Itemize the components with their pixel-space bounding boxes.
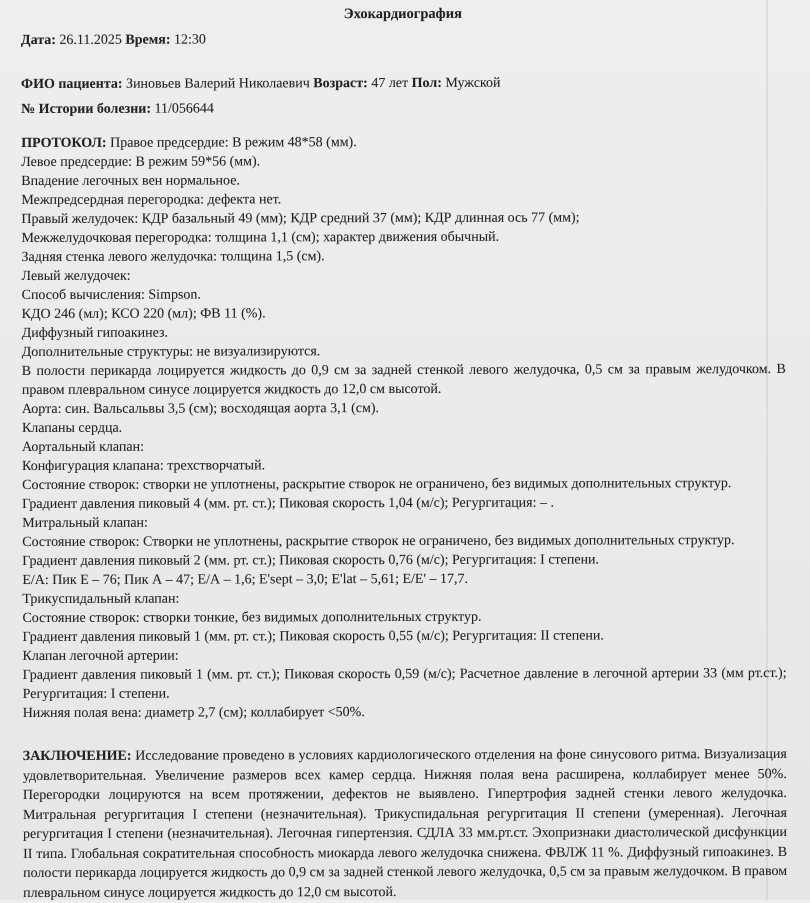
protocol-line: Нижняя полая вена: диаметр 2,7 (см); коллабирует <50%. (22, 705, 365, 722)
history-number-value: 11/056644 (154, 101, 214, 117)
protocol-line: Левое предсердие: В режим 59*56 (мм). (21, 154, 261, 171)
protocol-line: Градиент давления пиковый 4 (мм. рт. ст.); Пиковая скорость 1,04 (м/с); Регургитация: – . (22, 495, 555, 513)
protocol-line: Способ вычисления: Simpson. (21, 287, 201, 304)
protocol-heading-line (21, 132, 785, 153)
protocol-line: Правый желудочек: КДР базальный 49 (мм); КДР средний 37 (мм); КДР длинная ось 77 (мм); (21, 210, 580, 228)
protocol-line: Межжелудочковая перегородка: толщина 1,1 (см); характер движения обычный. (21, 229, 500, 247)
time-label: Время: (125, 32, 171, 48)
patient-sex: Мужской (445, 75, 501, 91)
protocol-section (21, 132, 787, 723)
protocol-line: Трикуспидальный клапан: (22, 591, 180, 608)
protocol-line: Межпредсердная перегородка: дефекта нет. (21, 192, 282, 209)
protocol-line: Состояние створок: створки тонкие, без видимых дополнительных структур. (22, 609, 482, 627)
protocol-line: Градиент давления пиковый 2 (мм. рт. ст.); Пиковая скорость 0,76 (м/с); Регургитация: I степени. (22, 552, 600, 570)
protocol-line: Е/А: Пик Е – 76; Пик А – 47; Е/А – 1,6; E'sept – 3,0; E'lat – 5,61; Е/Е' – 17,7. (22, 571, 468, 589)
protocol-line: Состояние створок: створки не уплотнены, раскрытие створок не ограничено, без видимых дополнительных структур. (22, 476, 732, 494)
protocol-line: Дополнительные структуры: не визуализируются. (21, 344, 321, 361)
conclusion-text: Исследование проведено в условиях кардиологического отделения на фоне синусового ритма. Визуализация удовлетворительная. Увеличение размеров всех камер сердца. Нижняя полая вена расширена, коллабирует менее 50%. Перегородки лоцируются на всем протяжении, дефектов не выявлено. Гипертрофия задней стенки левого желудочка. Митральная регургитация I степени (незначительная). Трикуспидальная регургитация II степени (умеренная). Легочная регургитация I степени (незначительная). Легочная гипертензия. СДЛА 33 мм.рт.ст. Эхопризнаки диастолической дисфункции II типа. Глобальная сократительная способность миокарда левого желудочка снижена. ФВЛЖ 11 %. Диффузный гипоакинез. В полости перикарда лоцируется жидкость до 0,9 см за задней стенкой левого желудочка, 0,5 см за правым желудочком. В правом плевральном синусе лоцируется жидкость до 12,0 см высотой. (22, 747, 788, 901)
history-number-label: № Истории болезни: (21, 101, 152, 118)
protocol-label: ПРОТОКОЛ: (21, 135, 107, 152)
patient-age-label: Возраст: (313, 76, 368, 92)
protocol-line-pulmonary-valve: Градиент давления пиковый 1 (мм. рт. ст.); Пиковая скорость 0,59 (м/с); Расчетное давление в легочной артерии 33 (мм рт.ст.); Регургитация: I степени. (22, 666, 787, 703)
protocol-intro: Правое предсердие: В режим 48*58 (мм). (110, 135, 357, 151)
page-title: Эхокардиография (343, 5, 462, 23)
protocol-line: Задняя стенка левого желудочка: толщина 1,5 (см). (21, 249, 325, 266)
protocol-line: Конфигурация клапана: трехстворчатый. (22, 458, 266, 475)
protocol-line: Впадение легочных вен нормальное. (21, 173, 240, 190)
patient-info-block (21, 70, 785, 122)
protocol-line-pericardial-fluid: В полости перикарда лоцируется жидкость до 0,9 см за задней стенкой левого желудочка, 0,5 см за правым желудочком. В правом плевральном синусе лоцируется жидкость до 12,0 см высотой. (21, 362, 786, 399)
patient-name: Зиновьев Валерий Николаевич (126, 76, 310, 92)
patient-line (21, 70, 785, 97)
date-time-line (21, 29, 785, 50)
patient-age: 47 лет (371, 75, 409, 92)
conclusion-section (23, 745, 787, 903)
date-value: 26.11.2025 (59, 32, 122, 48)
time-value: 12:30 (174, 32, 206, 48)
protocol-line: Аортальный клапан: (21, 439, 145, 456)
protocol-line: Клапаны сердца. (21, 420, 123, 437)
history-number-line (21, 95, 785, 122)
protocol-line: Левый желудочек: (21, 268, 131, 285)
protocol-line: Митральный клапан: (22, 515, 148, 532)
protocol-line: Градиент давления пиковый 1 (мм. рт. ст.); Пиковая скорость 0,55 (м/с); Регургитация: II степени. (22, 628, 604, 646)
protocol-line: Аорта: син. Вальсальвы 3,5 (см); восходящая аорта 3,1 (см). (21, 401, 380, 418)
protocol-line: КДО 246 (мл); КСО 220 (мл); ФВ 11 (%). (21, 306, 266, 323)
date-label: Дата: (20, 32, 56, 49)
protocol-line: Диффузный гипоакинез. (21, 325, 169, 342)
patient-name-label: ФИО пациента: (21, 76, 123, 93)
conclusion-label: ЗАКЛЮЧЕНИЕ: (22, 748, 132, 765)
protocol-line: Состояние створок: Створки не уплотнены, раскрытие створок не ограничено, без видимых дополнительных структур. (22, 533, 735, 551)
protocol-line: Клапан легочной артерии: (22, 648, 179, 665)
patient-sex-label: Пол: (411, 75, 442, 91)
